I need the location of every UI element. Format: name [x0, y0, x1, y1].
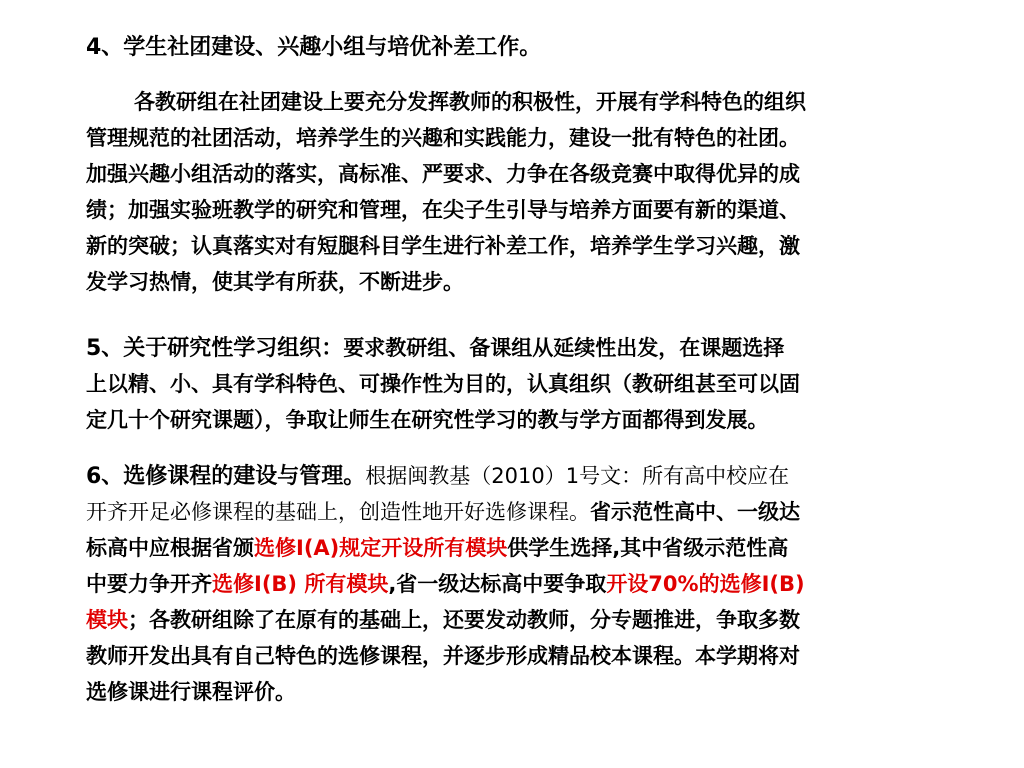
section-6-line-4-a: 中要力争开齐: [86, 572, 212, 596]
section-6-line-6: 教师开发出具有自己特色的选修课程，并逐步形成精品校本课程。本学期将对: [86, 644, 800, 668]
section-4-line-3: 加强兴趣小组活动的落实，高标准、严要求、力争在各级竞赛中取得优异的成: [86, 162, 800, 186]
section-5: [86, 330, 966, 438]
section-6-line-4-b: ,省一级达标高中要争取: [388, 572, 607, 596]
section-5-line-1: 要求教研组、备课组从延续性出发，在课题选择: [343, 336, 785, 360]
section-4-line-2: 管理规范的社团活动，培养学生的兴趣和实践能力，建设一批有特色的社团。: [86, 126, 800, 150]
section-5-line-3: 定几十个研究课题），争取让师生在研究性学习的教与学方面都得到发展。: [86, 408, 769, 432]
section-6-line-3-b: 供学生选择,其中省级示范性高: [507, 536, 789, 560]
section-4-line-6: 发学习热情，使其学有所获，不断进步。: [86, 270, 464, 294]
section-4-line-5: 新的突破；认真落实对有短腿科目学生进行补差工作，培养学生学习兴趣，激: [86, 234, 800, 258]
section-6: [86, 458, 966, 710]
section-6-line-2-bold: 省示范性高中、一级达: [590, 500, 800, 524]
section-6-line-3-a: 标高中应根据省颁: [86, 536, 254, 560]
section-6-line-4-red: 选修Ⅰ(B) 所有模块: [212, 572, 389, 596]
section-6-line-5-red: 模块: [86, 608, 128, 632]
section-6-heading: 6、选修课程的建设与管理。: [86, 464, 366, 489]
section-4-heading: 4、学生社团建设、兴趣小组与培优补差工作。: [86, 35, 542, 60]
section-6-line-7: 选修课进行课程评价。: [86, 680, 296, 704]
section-6-line-4-red-2: 开设70%的选修Ⅰ(B): [606, 572, 805, 596]
section-4-body: [86, 84, 966, 300]
section-6-line-1: 根据闽教基（2010）1号文：所有高中校应在: [365, 464, 790, 488]
section-5-line-2: 上以精、小、具有学科特色、可操作性为目的，认真组织（教研组甚至可以固: [86, 372, 800, 396]
section-6-line-5-b: ；各教研组除了在原有的基础上，还要发动教师，分专题推进，争取多数: [128, 608, 800, 632]
section-6-line-2-normal: 开齐开足必修课程的基础上，创造性地开好选修课程。: [86, 500, 590, 524]
section-5-heading: 5、关于研究性学习组织：: [86, 336, 344, 361]
section-6-line-3-red: 选修Ⅰ(A)规定开设所有模块: [254, 536, 508, 560]
section-4-line-1: 各教研组在社团建设上要充分发挥教师的积极性，开展有学科特色的组织: [134, 90, 806, 114]
section-4-line-4: 绩；加强实验班教学的研究和管理，在尖子生引导与培养方面要有新的渠道、: [86, 198, 800, 222]
section-4: [86, 30, 966, 66]
